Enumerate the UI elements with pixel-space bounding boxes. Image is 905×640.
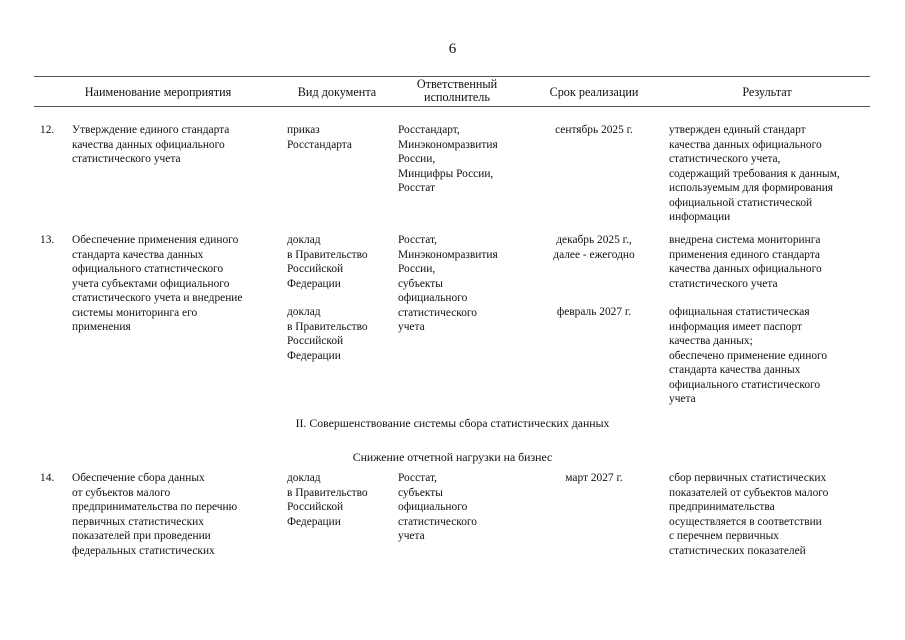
row-13-result-2: официальная статистическая информация имеет паспорт качества данных; обеспечено применение единого стандарта качества данных официального статистического учета (669, 306, 828, 405)
row-12-name: Утверждение единого стандарта качества данных официального статистического учета (72, 124, 230, 165)
row-14-doc-type: доклад в Правительство Российской Федерации (287, 472, 368, 528)
row-13-executor: Росстат, Минэкономразвития России, субъекты официального статистического учета (398, 234, 498, 333)
row-13-name: Обеспечение применения единого стандарта качества данных официального статистического учета субъектами официального статистического учета и внедрение системы мониторинга его применения (72, 234, 243, 333)
row-14-executor: Росстат, субъекты официального статистического учета (398, 472, 477, 542)
page-number: 6 (448, 41, 457, 57)
header-executor: Ответственный исполнитель (416, 77, 498, 104)
row-12-number: 12. (40, 124, 55, 136)
table-header-bottom-rule (34, 106, 870, 107)
header-doc-type: Вид документа (297, 85, 377, 99)
row-12-result: утвержден единый стандарт качества данных официального статистического учета, содержащий требования к данным, используемым для формирования официальной статистической информации (669, 124, 840, 223)
row-14-name: Обеспечение сбора данных от субъектов малого предпринимательства по перечню первичных статистических показателей при проведении федеральных статистических (72, 472, 238, 557)
header-name: Наименование мероприятия (84, 85, 232, 99)
row-13-number: 13. (40, 234, 55, 246)
subsection-title: Снижение отчетной нагрузки на бизнес (352, 450, 553, 464)
row-12-executor: Росстандарт, Минэкономразвития России, Минцифры России, Росстат (398, 124, 498, 194)
header-term: Срок реализации (549, 85, 639, 99)
row-14-term: март 2027 г. (565, 472, 623, 484)
row-13-term-2: февраль 2027 г. (556, 306, 632, 318)
row-13-doc-type-1: доклад в Правительство Российской Федерации (287, 234, 368, 290)
row-14-number: 14. (40, 472, 55, 484)
header-result: Результат (742, 85, 792, 99)
row-13-term-1: декабрь 2025 г., далее - ежегодно (553, 234, 635, 261)
row-12-term: сентябрь 2025 г. (555, 124, 633, 136)
section-title: II. Совершенствование системы сбора статистических данных (295, 416, 610, 430)
row-14-result: сбор первичных статистических показателей от субъектов малого предпринимательства осуществляется в соответствии с перечнем первичных статистических показателей (669, 472, 829, 557)
row-12-doc-type: приказ Росстандарта (287, 124, 352, 151)
row-13-doc-type-2: доклад в Правительство Российской Федерации (287, 306, 368, 362)
row-13-result-1: внедрена система мониторинга применения единого стандарта качества данных официального статистического учета (669, 234, 822, 290)
